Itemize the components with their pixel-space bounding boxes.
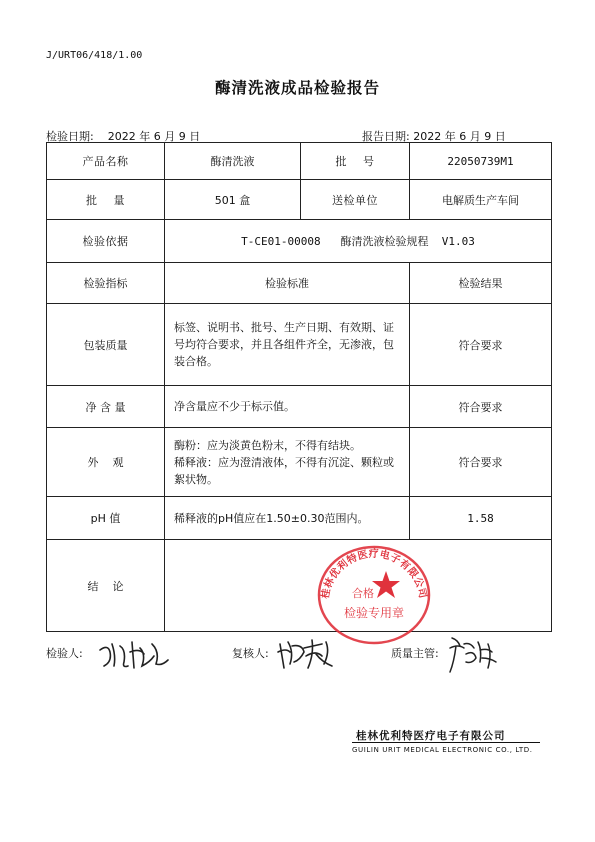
report-date-label: 报告日期:	[362, 130, 410, 143]
product-name-label: 产品名称	[47, 143, 165, 180]
footer-company-cn: 桂林优利特医疗电子有限公司	[356, 730, 506, 742]
row-result: 符合要求	[410, 304, 552, 386]
seal-center-text: 合格	[352, 587, 374, 600]
row-result: 符合要求	[410, 386, 552, 428]
supervisor-signature	[446, 632, 502, 676]
row-item: 外 观	[47, 428, 165, 497]
inspection-date-label: 检验日期:	[46, 130, 94, 143]
row-standard: 标签、说明书、批号、生产日期、有效期、证号均符合要求，并且各组件齐全，无渗液，包装合格。	[165, 304, 410, 386]
reviewer-label: 复核人:	[232, 647, 269, 660]
table-row	[47, 428, 552, 497]
batch-number-value: 22050739M1	[410, 143, 552, 180]
table-row	[47, 497, 552, 540]
reviewer-signature	[276, 636, 346, 672]
conclusion-row	[47, 540, 552, 632]
header-item: 检验指标	[47, 263, 165, 304]
submitting-unit-label: 送检单位	[301, 180, 410, 220]
row-result: 符合要求	[410, 428, 552, 497]
inspection-basis-value: T-CE01-00008 酶清洗液检验规程 V1.03	[165, 220, 552, 263]
table-row	[47, 180, 552, 220]
row-standard: 稀释液的pH值应在1.50±0.30范围内。	[165, 497, 410, 540]
footer-company-en: GUILIN URIT MEDICAL ELECTRONIC CO., LTD.	[352, 746, 533, 754]
batch-quantity-value: 501 盒	[165, 180, 301, 220]
seal-bottom-text: 检验专用章	[343, 606, 405, 620]
inspector-signature	[96, 636, 172, 672]
row-item: pH 值	[47, 497, 165, 540]
report-date-value: 2022 年 6 月 9 日	[413, 130, 506, 143]
seal-company-text: 桂林优利特医疗电子有限公司	[320, 549, 428, 600]
row-item: 净 含 量	[47, 386, 165, 428]
row-item: 包装质量	[47, 304, 165, 386]
submitting-unit-value: 电解质生产车间	[410, 180, 552, 220]
table-row	[47, 386, 552, 428]
svg-text:桂林优利特医疗电子有限公司	[318, 547, 430, 600]
document-code: J/URT06/418/1.00	[46, 50, 143, 61]
table-header-row	[47, 263, 552, 304]
table-row	[47, 220, 552, 263]
batch-number-label: 批 号	[301, 143, 410, 180]
supervisor-label: 质量主管:	[391, 647, 439, 660]
inspection-date-value: 2022 年 6 月 9 日	[107, 130, 201, 143]
conclusion-label: 结 论	[47, 540, 165, 632]
row-result: 1.58	[410, 497, 552, 540]
row-standard: 酶粉：应为淡黄色粉末，不得有结块。 稀释液：应为澄清液体，不得有沉淀、颗粒或絮状物。	[165, 428, 410, 497]
footer-divider	[352, 742, 540, 743]
table-row	[47, 143, 552, 180]
inspector-label: 检验人:	[46, 647, 83, 660]
inspection-seal-stamp	[314, 543, 434, 647]
header-result: 检验结果	[410, 263, 552, 304]
product-name-value: 酶清洗液	[165, 143, 301, 180]
inspection-basis-label: 检验依据	[47, 220, 165, 263]
report-title: 酶清洗液成品检验报告	[214, 79, 380, 97]
batch-quantity-label: 批 量	[47, 180, 165, 220]
header-standard: 检验标准	[165, 263, 410, 304]
row-standard: 净含量应不少于标示值。	[165, 386, 410, 428]
table-row	[47, 304, 552, 386]
star-icon	[372, 571, 400, 598]
report-table	[46, 142, 552, 632]
